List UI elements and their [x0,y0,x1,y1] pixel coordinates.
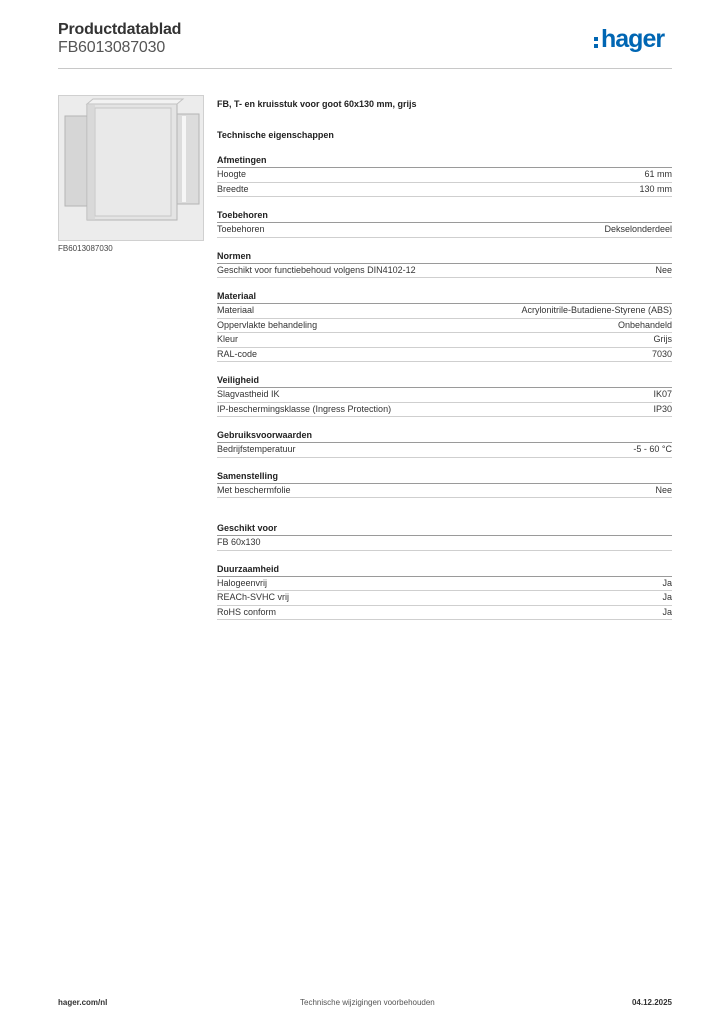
footer-website: hager.com/nl [58,998,108,1007]
spec-content [217,97,672,620]
spec-value: IP30 [653,403,672,414]
spec-value: Dekselonderdeel [604,224,672,234]
spec-label: FB 60x130 [217,537,261,547]
group-title: Duurzaamheid [217,563,672,577]
group-title: Toebehoren [217,209,672,223]
footer-date: 04.12.2025 [631,998,672,1007]
spec-label: Slagvastheid IK [217,389,280,399]
logo-dots-icon [594,37,598,51]
spec-value: Ja [662,577,672,588]
spec-group [217,374,672,417]
page-subtitle: FB6013087030 [58,39,166,56]
spec-row [217,536,672,551]
spec-group [217,250,672,279]
spec-row [217,577,672,592]
spec-row [217,443,672,458]
spec-row [217,388,672,403]
spec-row [217,606,672,621]
spec-label: Geschikt voor functiebehoud volgens DIN4102-12 [217,264,416,275]
spec-value: Ja [662,592,672,602]
spec-value: IK07 [653,389,672,399]
footer-disclaimer: Technische wijzigingen voorbehouden [300,998,435,1007]
spec-group [217,429,672,458]
section-heading: Technische eigenschappen [217,130,334,140]
spec-group [217,290,672,362]
spec-group [217,522,672,551]
logo-text: hager [601,25,665,53]
spec-value: Nee [655,484,672,495]
group-title: Normen [217,250,672,264]
group-title: Geschikt voor [217,522,672,536]
spec-label: Oppervlakte behandeling [217,319,318,330]
spec-row [217,484,672,499]
spec-row [217,319,672,334]
spec-label: Kleur [217,334,239,344]
group-title: Afmetingen [217,154,672,168]
spec-value: 61 mm [644,169,672,179]
spec-group [217,209,672,238]
spec-group [217,563,672,621]
spec-row [217,264,672,279]
spec-group [217,154,672,197]
group-title: Gebruiksvoorwaarden [217,429,672,443]
spec-row [217,333,672,348]
spec-label: Breedte [217,183,249,194]
page-title: Productdatablad [58,21,182,38]
spec-label: Halogeenvrij [217,577,268,588]
product-image [58,95,204,241]
spec-row [217,183,672,198]
spec-row [217,403,672,418]
spec-value: Acrylonitrile-Butadiene-Styrene (ABS) [521,305,672,315]
spec-groups [217,154,672,620]
spec-row [217,348,672,363]
spec-value: -5 - 60 °C [633,444,672,454]
spec-row [217,168,672,183]
spec-label: Materiaal [217,305,255,315]
spec-row [217,304,672,319]
group-title: Veiligheid [217,374,672,388]
spec-value: 130 mm [639,183,672,194]
spec-label: IP-beschermingsklasse (Ingress Protection) [217,403,392,414]
spec-label: Bedrijfstemperatuur [217,444,296,454]
spec-group [217,470,672,499]
spec-value: Onbehandeld [617,319,672,330]
spec-label: Toebehoren [217,224,265,234]
group-title: Samenstelling [217,470,672,484]
spec-label: RAL-code [217,348,258,359]
header-divider [58,68,672,69]
spec-row [217,591,672,606]
spec-label: Hoogte [217,169,247,179]
spec-label: REACh-SVHC vrij [217,592,290,602]
spec-value: Ja [662,606,672,617]
spec-value: Nee [655,264,672,275]
image-caption: FB6013087030 [58,244,113,253]
spec-value: 7030 [651,348,672,359]
spec-value: Grijs [653,334,672,344]
product-description: FB, T- en kruisstuk voor goot 60x130 mm, grijs [217,99,417,109]
spec-row [217,223,672,238]
product-photo-icon [59,96,203,240]
spec-label: RoHS conform [217,606,277,617]
spec-label: Met beschermfolie [217,484,291,495]
group-title: Materiaal [217,290,672,304]
